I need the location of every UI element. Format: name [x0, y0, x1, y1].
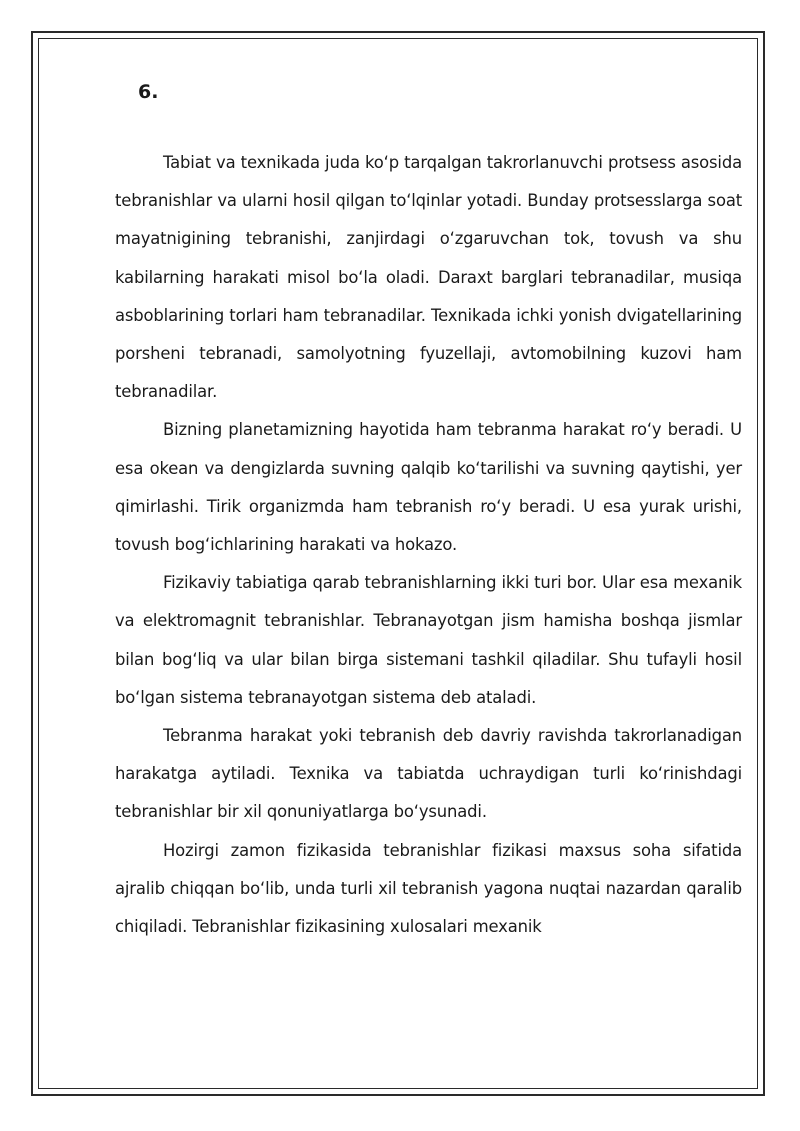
page-number: 6. [138, 81, 159, 103]
paragraph: Tabiat va texnikada juda ko‘p tarqalgan takrorlanuvchi protsess asosida tebranishlar va ularni hosil qilgan to‘lqinlar yotadi. Bunday protsesslarga soat mayatnigining tebranishi, zanjirdagi o‘zgaruvchan tok, tovush va shu kabilarning harakati misol bo‘la oladi. Daraxt barglari tebranadilar, musiqa asboblarining torlari ham tebranadilar. Texnikada ichki yonish dvigatellarining porsheni tebranadi, samolyotning fyuzellaji, avtomobilning kuzovi ham tebranadilar. [115, 153, 742, 402]
paragraph: Hozirgi zamon fizikasida tebranishlar fizikasi maxsus soha sifatida ajralib chiqqan bo‘lib, unda turli xil tebranish yagona nuqtai nazardan qaralib chiqiladi. Tebranishlar fizikasining xulosalari mexanik [115, 840, 742, 937]
body-text [115, 144, 742, 946]
paragraph: Bizning planetamizning hayotida ham tebranma harakat ro‘y beradi. U esa okean va dengizlarda suvning qalqib ko‘tarilishi va suvning qaytishi, yer qimirlashi. Tirik organizmda ham tebranish ro‘y beradi. U esa yurak urishi, tovush bog‘ichlarining harakati va hokazo. [115, 420, 742, 555]
paragraph: Fizikaviy tabiatiga qarab tebranishlarning ikki turi bor. Ular esa mexanik va elektromagnit tebranishlar. Tebranayotgan jism hamisha boshqa jismlar bilan bog‘liq va ular bilan birga sistemani tashkil qiladilar. Shu tufayli hosil bo‘lgan sistema tebranayotgan sistema deb ataladi. [115, 573, 742, 707]
paragraph: Tebranma harakat yoki tebranish deb davriy ravishda takrorlanadigan harakatga aytiladi. Texnika va tabiatda uchraydigan turli ko‘rinishdagi tebranishlar bir xil qonuniyatlarga bo‘ysunadi. [115, 726, 742, 822]
